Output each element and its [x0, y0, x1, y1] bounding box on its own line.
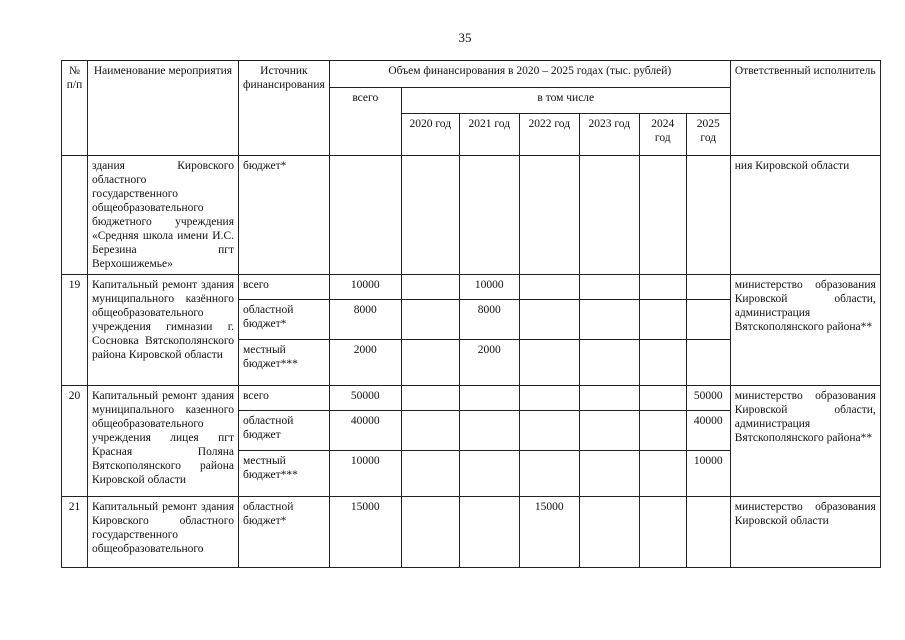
cell-2020: [401, 411, 459, 451]
cell-2022: [519, 156, 579, 275]
row-number: 20: [62, 386, 88, 497]
header-year-2020: 2020 год: [401, 114, 459, 156]
row-name: Капитальный ремонт здания Кировского областного государственного общеобразовательного: [88, 497, 239, 568]
cell-2020: [401, 300, 459, 340]
table-row: [62, 497, 881, 568]
cell-2020: [401, 156, 459, 275]
cell-2021: [459, 156, 519, 275]
row-number: 21: [62, 497, 88, 568]
row-responsible: министерство образования Кировской области: [730, 497, 880, 568]
cell-2021: 2000: [459, 340, 519, 386]
row-source: областной бюджет*: [239, 497, 330, 568]
header-volume: Объем финансирования в 2020 – 2025 годах (тыс. рублей): [329, 61, 730, 88]
row-number: [62, 156, 88, 275]
row-source: областной бюджет: [239, 411, 330, 451]
row-responsible: министерство образования Кировской области, администрация Вятскополянского района**: [730, 275, 880, 386]
cell-2024: [639, 340, 686, 386]
header-year-2023: 2023 год: [579, 114, 639, 156]
cell-2024: [639, 275, 686, 300]
cell-2020: [401, 340, 459, 386]
header-num: № п/п: [62, 61, 88, 156]
row-source: бюджет*: [239, 156, 330, 275]
cell-2021: 8000: [459, 300, 519, 340]
cell-2020: [401, 451, 459, 497]
row-number: 19: [62, 275, 88, 386]
cell-2023: [579, 386, 639, 411]
cell-2023: [579, 451, 639, 497]
header-name: Наименование мероприятия: [88, 61, 239, 156]
cell-2024: [639, 411, 686, 451]
cell-2024: [639, 451, 686, 497]
cell-2024: [639, 156, 686, 275]
cell-2023: [579, 411, 639, 451]
header-year-2021: 2021 год: [459, 114, 519, 156]
row-source: местный бюджет***: [239, 451, 330, 497]
cell-2025: [686, 340, 730, 386]
table-row: [62, 386, 881, 411]
cell-2022: 15000: [519, 497, 579, 568]
cell-total: 15000: [329, 497, 401, 568]
financing-table: [61, 60, 881, 568]
cell-2022: [519, 300, 579, 340]
row-source: местный бюджет***: [239, 340, 330, 386]
cell-2020: [401, 386, 459, 411]
header-year-2025: 2025 год: [686, 114, 730, 156]
cell-2024: [639, 386, 686, 411]
cell-2025: 10000: [686, 451, 730, 497]
cell-2025: 40000: [686, 411, 730, 451]
cell-2024: [639, 497, 686, 568]
page-number: 35: [458, 30, 472, 45]
table-row: [62, 275, 881, 300]
header-total: всего: [329, 88, 401, 156]
cell-2022: [519, 386, 579, 411]
header-responsible: Ответственный исполнитель: [730, 61, 880, 156]
cell-2023: [579, 340, 639, 386]
row-source: областной бюджет*: [239, 300, 330, 340]
cell-total: 40000: [329, 411, 401, 451]
cell-2020: [401, 275, 459, 300]
cell-2020: [401, 497, 459, 568]
cell-2023: [579, 275, 639, 300]
header-year-2022: 2022 год: [519, 114, 579, 156]
row-responsible: ния Кировской области: [730, 156, 880, 275]
cell-2021: [459, 497, 519, 568]
row-name: здания Кировского областного государственного общеобразовательного бюджетного учреждения «Средняя школа имени И.С. Березина пгт Верхошижемье»: [88, 156, 239, 275]
cell-total: 10000: [329, 275, 401, 300]
cell-2023: [579, 156, 639, 275]
cell-2021: [459, 451, 519, 497]
cell-total: 10000: [329, 451, 401, 497]
cell-total: 2000: [329, 340, 401, 386]
cell-2022: [519, 411, 579, 451]
row-source: всего: [239, 275, 330, 300]
cell-2022: [519, 340, 579, 386]
cell-total: 50000: [329, 386, 401, 411]
cell-2024: [639, 300, 686, 340]
cell-2023: [579, 300, 639, 340]
header-year-2024: 2024 год: [639, 114, 686, 156]
row-name: Капитальный ремонт здания муниципального казённого общеобразовательного учреждения гимназии г. Сосновка Вятскополянского района Кировской области: [88, 275, 239, 386]
cell-2025: [686, 275, 730, 300]
cell-2021: [459, 386, 519, 411]
row-name: Капитальный ремонт здания муниципального казенного общеобразовательного учреждения лицея пгт Красная Поляна Вятскополянского района Кировской области: [88, 386, 239, 497]
table-row: [62, 156, 881, 275]
row-source: всего: [239, 386, 330, 411]
cell-2022: [519, 275, 579, 300]
cell-2021: 10000: [459, 275, 519, 300]
cell-2021: [459, 411, 519, 451]
header-source: Источник финансирования: [239, 61, 330, 156]
cell-total: 8000: [329, 300, 401, 340]
row-responsible: министерство образования Кировской области, администрация Вятскополянского района**: [730, 386, 880, 497]
header-including: в том числе: [401, 88, 730, 114]
cell-2025: [686, 497, 730, 568]
cell-total: [329, 156, 401, 275]
cell-2023: [579, 497, 639, 568]
cell-2025: [686, 300, 730, 340]
cell-2025: [686, 156, 730, 275]
cell-2022: [519, 451, 579, 497]
cell-2025: 50000: [686, 386, 730, 411]
